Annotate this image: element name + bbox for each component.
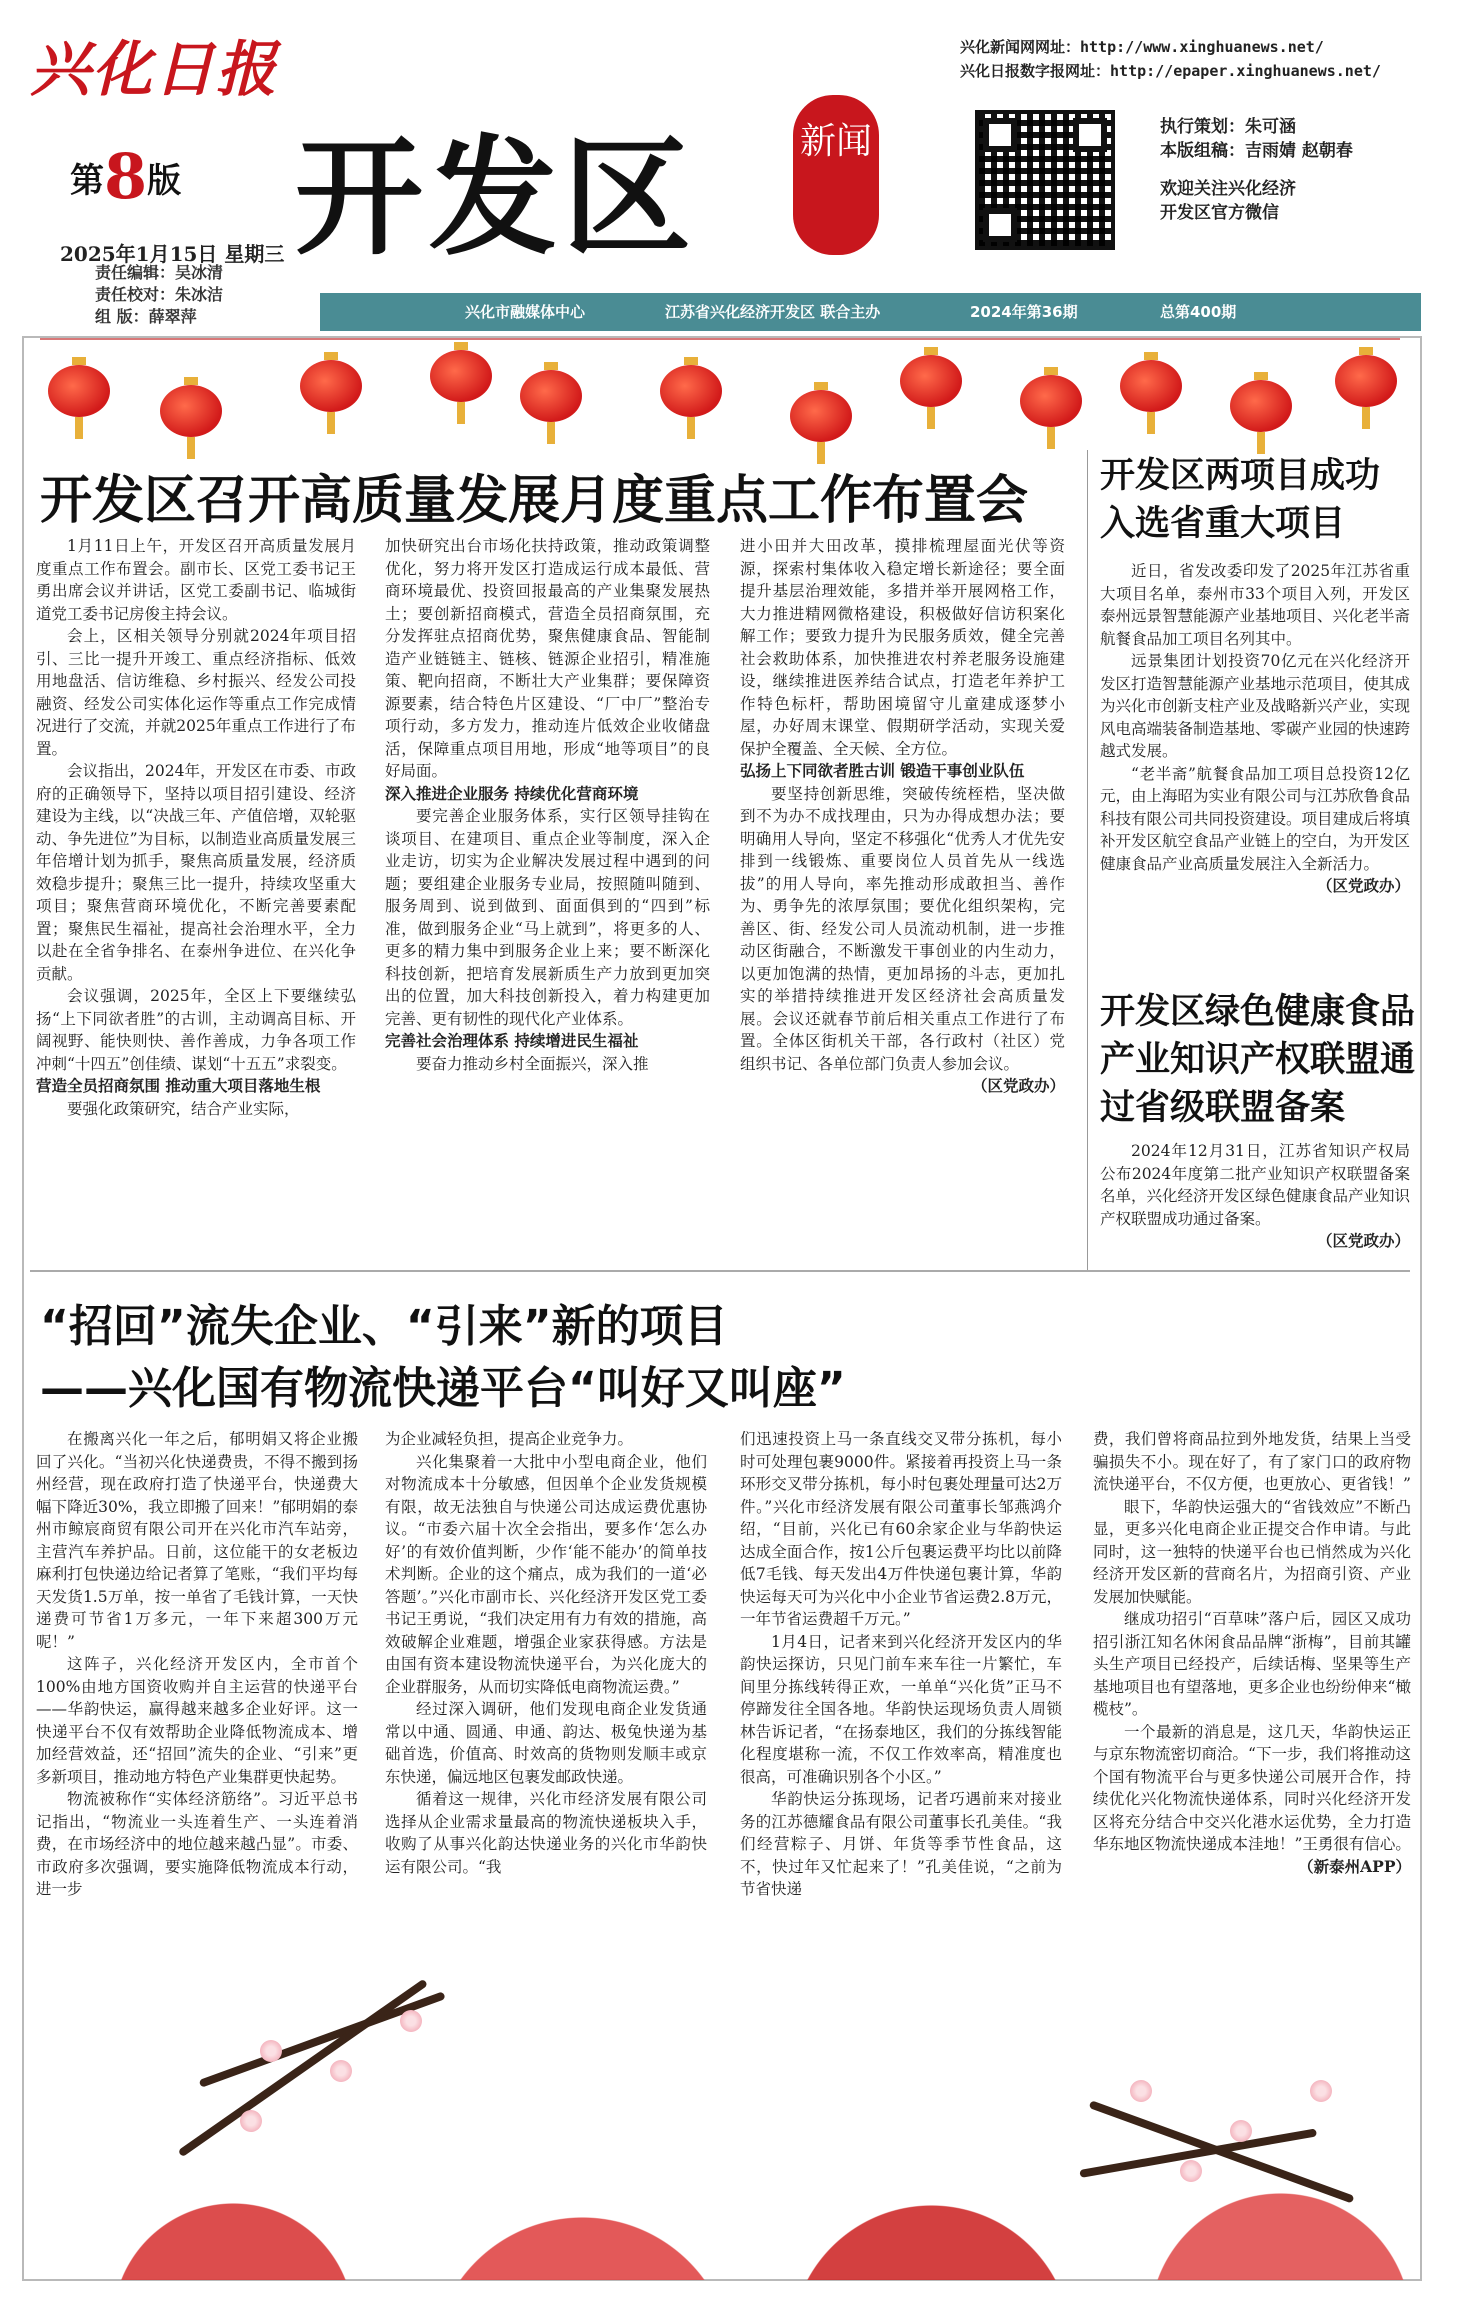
qr-finder	[1073, 118, 1107, 152]
blossom-icon	[400, 2010, 422, 2032]
article1-col1: 1月11日上午，开发区召开高质量发展月度重点工作布置会。副市长、区党工委书记王勇出席会议并讲话，区党工委副书记、临城街道党工委书记房俊主持会议。 会上，区相关领导分别就2024年项目招引、三比一提升开竣工、重点经济指标、低效用地盘活、信访维稳、乡村振兴、经发公司投融资、经发公司实体化运作等重点工作完成情况进行了交流，并就2025年重点工作进行了布置。 会议指出，2024年，开发区在市委、市政府的正确领导下，坚持以项目招引建设、经济建设为主线，以“决战三年、产值倍增，双轮驱动、争先进位”为目标，以制造业高质量发展三年倍增计划为抓手，聚焦高质量发展，经济质效稳步提升；聚焦三比一提升，持续攻坚重大项目；聚焦营商环境优化，不断完善要素配置；聚焦民生福祉，提高社会治理水平，全力以赴在全省争排名、在泰州争进位、在兴化争贡献。 会议强调，2025年，全区上下要继续弘扬“上下同欲者胜”的古训，主动调高目标、开阔视野、能快则快、善作善成，力争各项工作冲刺“十四五”创佳绩、谋划“十五五”求裂变。 营造全员招商氛围 推动重大项目落地生根 要强化政策研究，结合产业实际，	[36, 537, 356, 1118]
lantern-icon	[1120, 360, 1182, 412]
side2-title: 开发区绿色健康食品产业知识产权联盟通过省级联盟备案	[1100, 992, 1416, 1128]
lantern-icon	[430, 350, 492, 402]
article1-title: 开发区召开高质量发展月度重点工作布置会	[40, 471, 1029, 531]
newspaper-logo: 兴化日报	[30, 35, 278, 105]
blossom-icon	[1180, 2160, 1202, 2182]
edition-digit: 8	[104, 140, 148, 213]
editor-credits	[95, 262, 223, 328]
banner-org-2: 江苏省兴化经济开发区 联合主办	[665, 303, 881, 321]
blossom-icon	[1130, 2080, 1152, 2102]
blossom-icon	[240, 2110, 262, 2132]
side1-body: 近日，省发改委印发了2025年江苏省重大项目名单，泰州市33个项目入列，开发区泰州远景智慧能源产业基地项目、兴化老半斋航餐食品加工项目名列其中。 远景集团计划投资70亿元在兴化经济开发区打造智慧能源产业基地示范项目，使其成为兴化市创新支柱产业及战略新兴产业，实现风电高端装备制造基地、零碳产业园的快速跨越式发展。 “老半斋”航餐食品加工项目总投资12亿元，由上海昭为实业有限公司与江苏欣鲁食品科技有限公司共同投资建设。项目建成后将填补开发区航空食品产业链上的空白，为开发区健康食品产业高质量发展注入全新活力。 （区党政办）	[1100, 560, 1410, 898]
publish-date: 2025年1月15日 星期三	[60, 242, 285, 266]
lantern-icon	[900, 355, 962, 407]
sponsor-banner	[320, 293, 1421, 331]
section-divider	[30, 1270, 1410, 1272]
blossom-icon	[1230, 2120, 1252, 2142]
lantern-string	[40, 338, 1400, 340]
article1-credit: （区党政办）	[971, 1076, 1065, 1095]
lantern-icon	[1230, 380, 1292, 432]
news-seal: 新闻	[793, 95, 879, 255]
article2-credit: （新泰州APP）	[1298, 1856, 1411, 1876]
editor-line: 责任编辑：吴冰清	[95, 263, 224, 282]
article2-title-line1: “招回”流失企业、“引来”新的项目	[40, 1301, 728, 1352]
article2-col3: 们迅速投资上马一条直线交叉带分拣机，每小时可处理包裹9000件。紧接着再投资上马一条环形交叉带分拣机，每小时包裹处理量可达2万件。”兴化市经济发展有限公司董事长邹燕鸿介绍，“目前，兴化已有60余家企业与华韵快运达成全面合作，按1公斤包裹运费平均比以前降低7毛钱、每天发出4万件快递包裹计算，华韵快运每天可为兴化中小企业节省运费2.8万元，一年节省运费超千万元。” 1月4日，记者来到兴化经济开发区内的华韵快运探访，只见门前车来车往一片繁忙，车间里分拣线转得正欢，一单单“兴化货”正马不停蹄发往全国各地。华韵快运现场负责人周锁林告诉记者，“在扬泰地区，我们的分拣线智能化程度堪称一流，不仅工作效率高，精准度也很高，可准确识别各个小区。” 华韵快运分拣现场，记者巧遇前来对接业务的江苏德耀食品有限公司董事长孔美佳。“我们经营粽子、月饼、年货等季节性食品，这不，快过年又忙起来了！”孔美佳说，“之前为节省快递	[740, 1430, 1062, 1898]
qr-code-icon[interactable]	[975, 110, 1115, 250]
side2-body: 2024年12月31日，江苏省知识产权局公布2024年度第二批产业知识产权联盟备案名单，兴化经济开发区绿色健康食品产业知识产权联盟成功通过备案。 （区党政办）	[1100, 1140, 1410, 1253]
qr-finder	[983, 208, 1017, 242]
lantern-icon	[1335, 355, 1397, 407]
subheading: 弘扬上下同欲者胜古训 锻造干事创业队伍	[740, 761, 1025, 780]
subheading: 完善社会治理体系 持续增进民生福祉	[385, 1031, 639, 1050]
edition-number: 第8版	[70, 140, 182, 213]
article2-col1: 在搬离兴化一年之后，郁明娟又将企业搬回了兴化。“当初兴化快递费贵，不得不搬到扬州经营，现在政府打造了快递平台，快递费大幅下降近30%，我立即搬了回来！”郁明娟的泰州市鲸宸商贸有限公司开在兴化市汽车站旁，主营汽车养护品。日前，这位能干的女老板边麻利打包快递边给记者算了笔账，“我们平均每天发货1.5万单，按一单省了毛钱计算，一天快递费可节省1万多元，一年下来超300万元呢！” 这阵子，兴化经济开发区内，全市首个100%由地方国资收购并自主运营的快递平台——华韵快运，赢得越来越多企业好评。这一快递平台不仅有效帮助企业降低物流成本、增加经营效益，还“招回”流失的企业、“引来”更多新项目，推动地方特色产业集群更快起势。 物流被称作“实体经济筋络”。习近平总书记指出，“物流业一头连着生产、一头连着消费，在市场经济中的地位越来越凸显”。市委、市政府多次强调，要实施降低物流成本行动，进一步	[36, 1430, 358, 1898]
planner-line: 执行策划：朱可涵	[1160, 117, 1296, 137]
lantern-icon	[160, 385, 222, 437]
article2-col2: 为企业减轻负担，提高企业竞争力。 兴化集聚着一大批中小型电商企业，他们对物流成本十分敏感，但因单个企业发货规模有限，故无法独自与快递公司达成运费优惠协议。“市委六届十次全会指出，要多作‘怎么办好’的有效价值判断，少作‘能不能办’的简单技术判断。企业的这个痛点，成为我们的一道‘必答题’。”兴化市副市长、兴化经济开发区党工委书记王勇说，“我们决定用有力有效的措施，高效破解企业难题，增强企业家获得感。方法是由国有资本建设物流快递平台，为兴化庞大的企业群服务，从而切实降低电商物流运费。” 经过深入调研，他们发现电商企业发货通常以中通、圆通、申通、韵达、极兔快递为基础首选，价值高、时效高的货物则发顺丰或京东快递，偏远地区包裹发邮政快递。 循着这一规律，兴化市经济发展有限公司选择从企业需求量最高的物流快递板块入手，收购了从事兴化韵达快递业务的兴化市华韵快运有限公司。“我	[385, 1430, 707, 1876]
lantern-icon	[520, 370, 582, 422]
subheading: 深入推进企业服务 持续优化营商环境	[385, 783, 639, 803]
article1-col2: 加快研究出台市场化扶持政策，推动政策调整优化，努力将开发区打造成运行成本最低、营商环境最优、投资回报最高的产业集聚发展热土；要创新招商模式，营造全员招商氛围，充分发挥驻点招商优势，聚焦健康食品、智能制造产业链链主、链核、链源企业招引，精准施策、靶向招商，不断壮大产业集群；要保障资源要素，结合特色片区建设、“厂中厂”整治专项行动，多方发力，推动连片低效企业收储盘活，保障重点项目用地，形成“地等项目”的良好局面。 深入推进企业服务 持续优化营商环境 要完善企业服务体系，实行区领导挂钩在谈项目、在建项目、重点企业等制度，深入企业走访，切实为企业解决发展过程中遇到的问题；要组建企业服务专业局，按照随叫随到、服务周到、说到做到、面面俱到的“四到”标准，做到服务企业“马上就到”，将更多的人、更多的精力集中到服务企业上来；要不断深化科技创新，把培育发展新质生产力放到更加突出的位置，加大科技创新投入，着力构建更加完善、更有韧性的现代化产业体系。 完善社会治理体系 持续增进民生福祉 要奋力推动乡村全面振兴，深入推	[385, 537, 710, 1073]
lantern-icon	[1020, 375, 1082, 427]
banner-issue: 2024年第36期	[970, 303, 1078, 321]
staff-info	[1160, 115, 1353, 225]
subheading: 营造全员招商氛围 推动重大项目落地生根	[36, 1076, 321, 1095]
wechat-line-1: 欢迎关注兴化经济	[1160, 179, 1296, 199]
article2-col4: 费，我们曾将商品拉到外地发货，结果上当受骗损失不小。现在好了，有了家门口的政府物流快递平台，不仅方便，也更放心、更省钱！” 眼下，华韵快运强大的“省钱效应”不断凸显，更多兴化电商企业正提交合作申请。与此同时，这一独特的快递平台也已悄然成为兴化经济开发区新的营商名片，为招商引资、产业发展加快赋能。 继成功招引“百草味”落户后，园区又成功招引浙江知名休闲食品品牌“浙梅”，目前其罐头生产项目已经投产，后续话梅、坚果等生产基地项目也有望落地，更多企业也纷纷伸来“橄榄枝”。 一个最新的消息是，这几天，华韵快运正与京东物流密切商洽。“下一步，我们将推动这个国有物流平台与更多快递公司展开合作，持续优化兴化物流快递体系，同时兴化经济开发区将充分结合中交兴化港水运优势，全力打造华东地区物流快递成本洼地！”王勇很有信心。 （新泰州APP）	[1093, 1428, 1411, 1878]
column-divider	[1087, 450, 1088, 1270]
web-url-2[interactable]: 兴化日报数字报网址：http://epaper.xinghuanews.net/	[960, 62, 1381, 80]
blossom-icon	[330, 2060, 352, 2082]
section-title: 开发区	[295, 124, 698, 273]
wave-decoration	[24, 2060, 1420, 2280]
wechat-line-2: 开发区官方微信	[1160, 203, 1279, 223]
article2-title-line2: ——兴化国有物流快递平台“叫好又叫座”	[40, 1363, 846, 1414]
lantern-icon	[660, 365, 722, 417]
layout-line: 组 版：薛翠萍	[95, 307, 197, 326]
qr-finder	[983, 118, 1017, 152]
side1-title: 开发区两项目成功入选省重大项目	[1100, 456, 1381, 544]
banner-total: 总第400期	[1160, 303, 1237, 321]
editor-group-line: 本版组稿：吉雨婧 赵朝春	[1160, 141, 1353, 161]
lantern-icon	[790, 390, 852, 442]
blossom-icon	[260, 2040, 282, 2062]
web-url-1[interactable]: 兴化新闻网网址：http://www.xinghuanews.net/	[960, 38, 1324, 56]
banner-org-1: 兴化市融媒体中心	[465, 303, 586, 321]
article1-col3: 进小田并大田改革，摸排梳理屋面光伏等资源，探索村集体收入稳定增长新途径；要全面提升基层治理效能，多措并举开展网格工作，大力推进精网微格建设，积极做好信访积案化解工作；要致力提升为民服务质效，健全完善社会救助体系，加快推进农村养老服务设施建设，继续推进医养结合试点，打造老年养护工作特色标杆，帮助困境留守儿童建成逐梦小屋，办好周末课堂、假期研学活动，实现关爱保护全覆盖、全天候、全方位。 弘扬上下同欲者胜古训 锻造干事创业队伍 要坚持创新思维，突破传统桎梏，坚决做到不为办不成找理由，只为办得成想办法；要明确用人导向，坚定不移强化“优秀人才优先安排到一线锻炼、重要岗位人员首先从一线选拔”的用人导向，率先推动形成敢担当、善作为、勇争先的浓厚氛围；要优化组织架构，完善区、街、经发公司人员流动机制，进一步推动区街融合，不断激发干事创业的内生动力，以更加饱满的热情，更加昂扬的斗志，更加扎实的举措持续推进开发区经济社会高质量发展。会议还就春节前后相关重点工作进行了布置。全体区街机关干部，各行政村（社区）党组织书记、各单位部门负责人参加会议。 （区党政办）	[740, 535, 1065, 1098]
lantern-icon	[300, 360, 362, 412]
lantern-icon	[48, 365, 110, 417]
blossom-icon	[1310, 2080, 1332, 2102]
side2-credit: （区党政办）	[1316, 1231, 1410, 1250]
website-info	[960, 35, 1381, 83]
proofreader-line: 责任校对：朱冰洁	[95, 285, 224, 304]
side1-credit: （区党政办）	[1316, 876, 1410, 895]
